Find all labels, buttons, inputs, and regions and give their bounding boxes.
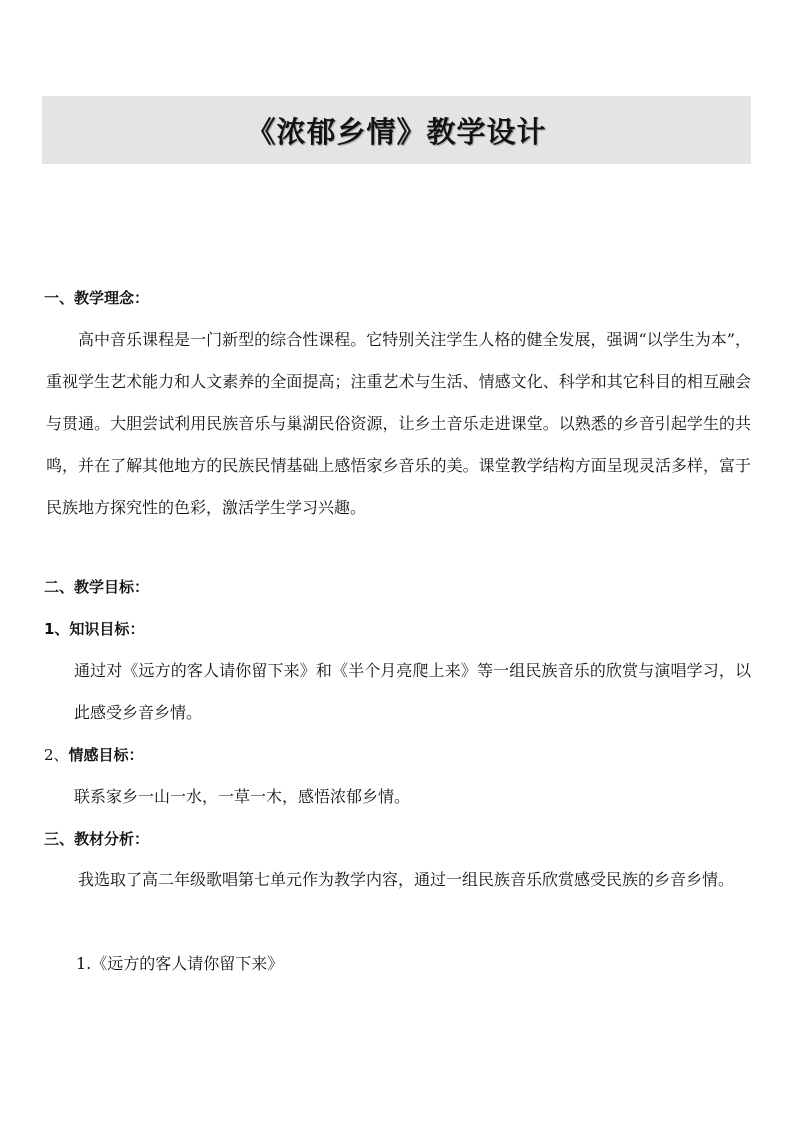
emotion-goal-heading: 情感目标： bbox=[68, 746, 144, 764]
materials-paragraph: 我选取了高二年级歌唱第七单元作为教学内容，通过一组民族音乐欣赏感受民族的乡音乡情。 bbox=[78, 870, 735, 889]
section-heading-philosophy: 一、教学理念： bbox=[44, 289, 150, 307]
section-heading-goals: 二、教学目标： bbox=[44, 578, 150, 596]
emotion-goal-number: 2、 bbox=[44, 746, 69, 764]
knowledge-goal-paragraph: 通过对《远方的客人请你留下来》和《半个月亮爬上来》等一组民族音乐的欣赏与演唱学习，以此感受乡音乡情。 bbox=[74, 661, 751, 722]
document-title: 《浓郁乡情》教学设计 bbox=[246, 114, 547, 149]
section-heading-materials: 三、教材分析： bbox=[44, 830, 150, 848]
subheading-emotion-goal bbox=[44, 743, 144, 767]
philosophy-paragraph: 高中音乐课程是一门新型的综合性课程。它特别关注学生人格的健全发展，强调“以学生为本”，重视学生艺术能力和人文素养的全面提高；注重艺术与生活、情感文化、科学和其它科目的相互融会与贯通。大胆尝试利用民族音乐与巢湖民俗资源，让乡土音乐走进课堂。以熟悉的乡音引起学生的共鸣，并在了解其他地方的民族民情基础上感悟家乡音乐的美。课堂教学结构方面呈现灵活多样，富于民族地方探究性的色彩，激活学生学习兴趣。 bbox=[46, 330, 751, 517]
emotion-goal-paragraph: 联系家乡一山一水，一草一木，感悟浓郁乡情。 bbox=[74, 787, 411, 806]
subheading-knowledge-goal: 1、知识目标： bbox=[44, 620, 145, 638]
title-banner bbox=[42, 96, 751, 164]
materials-list-item-1: 1.《远方的客人请你留下来》 bbox=[76, 954, 284, 973]
